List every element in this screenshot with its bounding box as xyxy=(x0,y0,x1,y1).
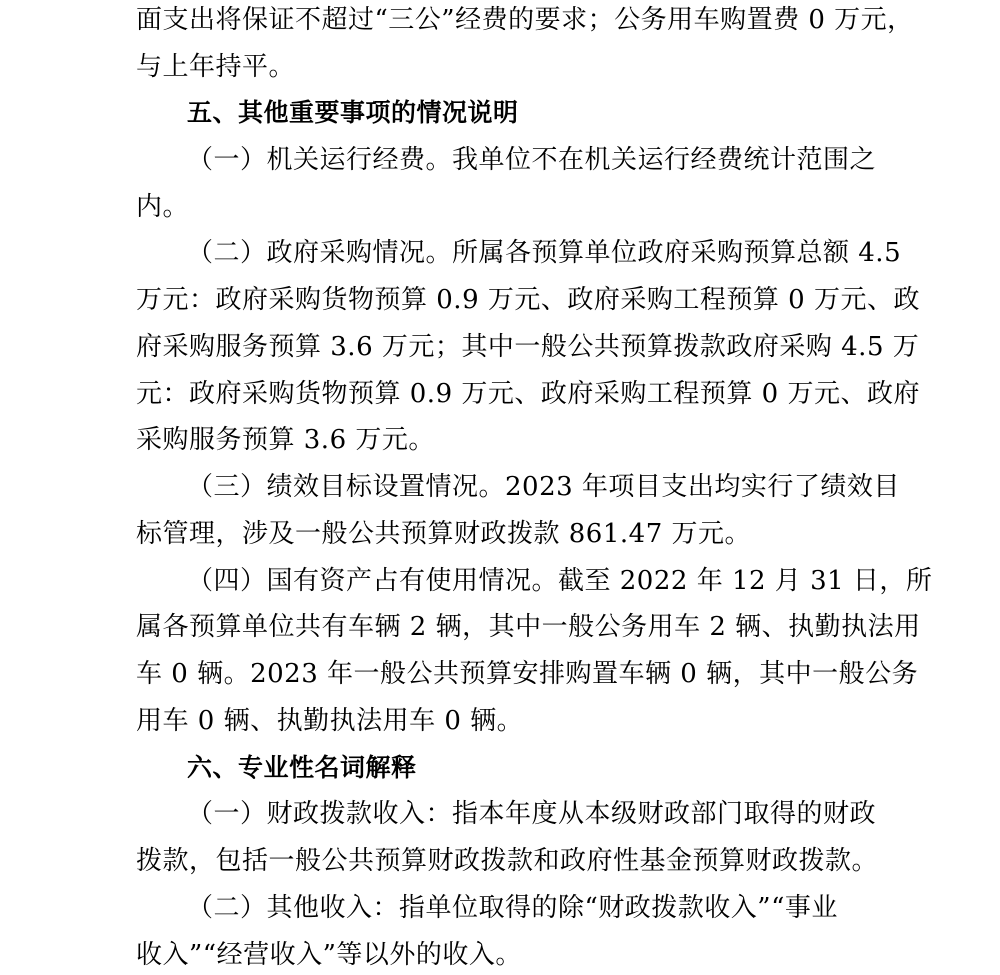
text-line: 车 0 辆。2023 年一般公共预算安排购置车辆 0 辆，其中一般公务 xyxy=(136,659,919,689)
paragraph-start-line: （一）机关运行经费。我单位不在机关运行经费统计范围之 xyxy=(187,145,877,175)
section-heading: 五、其他重要事项的情况说明 xyxy=(187,98,519,127)
paragraph-start-line: （二）其他收入：指单位取得的除“财政拨款收入”“事业 xyxy=(187,893,838,923)
text-line: 内。 xyxy=(136,192,190,222)
text-line: 与上年持平。 xyxy=(136,52,296,82)
text-line: 标管理，涉及一般公共预算财政拨款 861.47 万元。 xyxy=(136,519,752,549)
text-line: 拨款，包括一般公共预算财政拨款和政府性基金预算财政拨款。 xyxy=(136,846,879,876)
text-line: 采购服务预算 3.6 万元。 xyxy=(136,425,435,455)
text-line: 用车 0 辆、执勤执法用车 0 辆。 xyxy=(136,706,524,736)
section-heading: 六、专业性名词解释 xyxy=(187,753,417,782)
text-line: 属各预算单位共有车辆 2 辆，其中一般公务用车 2 辆、执勤执法用 xyxy=(136,612,921,642)
text-line: 面支出将保证不超过“三公”经费的要求；公务用车购置费 0 万元， xyxy=(136,5,914,35)
paragraph-start-line: （一）财政拨款收入：指本年度从本级财政部门取得的财政 xyxy=(187,799,877,829)
text-line: 收入”“经营收入”等以外的收入。 xyxy=(136,940,522,970)
text-line: 万元：政府采购货物预算 0.9 万元、政府采购工程预算 0 万元、政 xyxy=(136,285,920,315)
text-line: 元：政府采购货物预算 0.9 万元、政府采购工程预算 0 万元、政府 xyxy=(136,379,920,409)
paragraph-start-line: （二）政府采购情况。所属各预算单位政府采购预算总额 4.5 xyxy=(187,238,902,268)
paragraph-start-line: （四）国有资产占有使用情况。截至 2022 年 12 月 31 日，所 xyxy=(187,566,933,596)
text-line: 府采购服务预算 3.6 万元；其中一般公共预算拨款政府采购 4.5 万 xyxy=(136,332,920,362)
paragraph-start-line: （三）绩效目标设置情况。2023 年项目支出均实行了绩效目 xyxy=(187,472,900,502)
